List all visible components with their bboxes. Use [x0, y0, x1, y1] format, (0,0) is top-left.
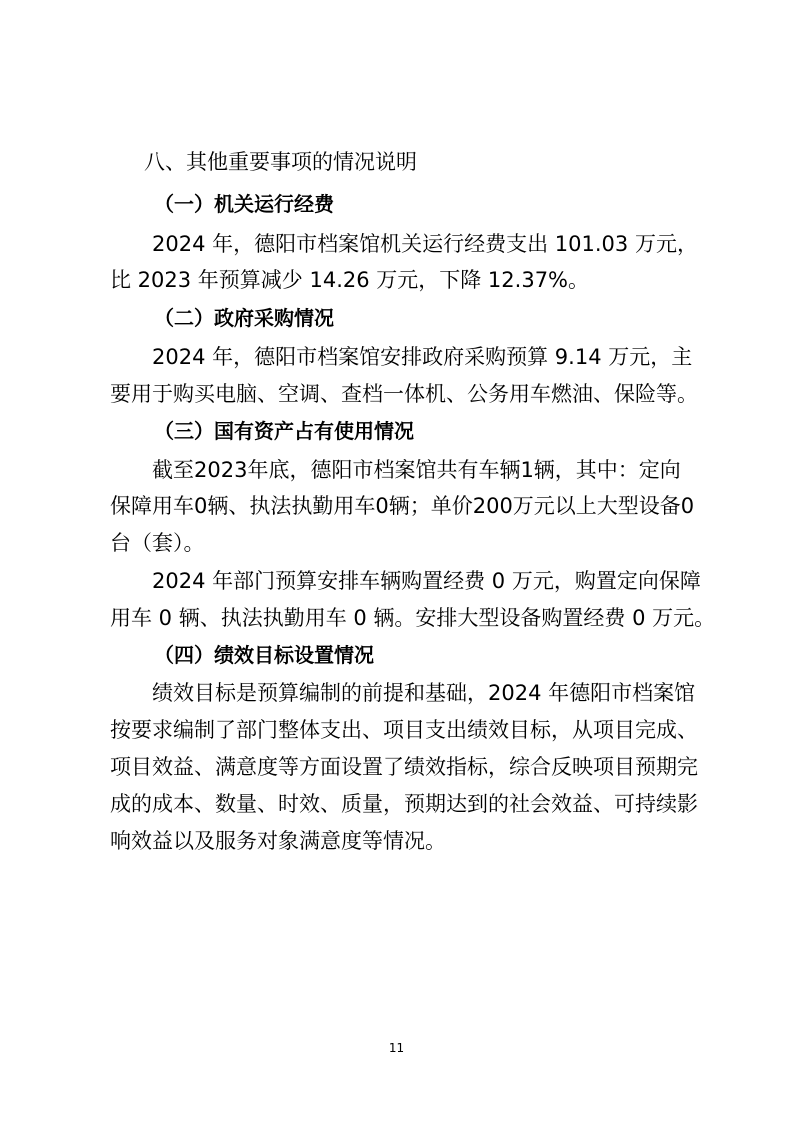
paragraph-line: 项目效益、满意度等方面设置了绩效指标，综合反映项目预期完 — [110, 755, 698, 779]
page-number: 11 — [388, 1041, 405, 1055]
paragraph-line: 绩效目标是预算编制的前提和基础，2024 年德阳市档案馆 — [152, 681, 696, 705]
section-title: 八、其他重要事项的情况说明 — [144, 150, 417, 174]
paragraph-line: 比 2023 年预算减少 14.26 万元，下降 12.37%。 — [110, 268, 590, 292]
subheading-state-assets: （三）国有资产占有使用情况 — [154, 419, 414, 443]
paragraph-line: 台（套）。 — [110, 531, 205, 555]
paragraph-line: 2024 年部门预算安排车辆购置经费 0 万元，购置定向保障 — [152, 569, 701, 593]
paragraph-line: 按要求编制了部门整体支出、项目支出绩效目标，从项目完成、 — [110, 718, 698, 742]
paragraph-line: 2024 年，德阳市档案馆机关运行经费支出 101.03 万元， — [152, 232, 698, 256]
subheading-operating-expenses: （一）机关运行经费 — [154, 192, 334, 216]
paragraph-line: 用车 0 辆、执法执勤用车 0 辆。安排大型设备购置经费 0 万元。 — [110, 606, 716, 630]
paragraph-line: 2024 年，德阳市档案馆安排政府采购预算 9.14 万元，主 — [152, 345, 693, 369]
subheading-performance-goals: （四）绩效目标设置情况 — [154, 643, 374, 667]
paragraph-line: 截至2023年底，德阳市档案馆共有车辆1辆，其中：定向 — [152, 458, 681, 482]
paragraph-line: 要用于购买电脑、空调、查档一体机、公务用车燃油、保险等。 — [110, 382, 698, 406]
paragraph-line: 保障用车0辆、执法执勤用车0辆；单价200万元以上大型设备0 — [110, 494, 695, 518]
subheading-government-procurement: （二）政府采购情况 — [154, 306, 334, 330]
paragraph-line: 成的成本、数量、时效、质量，预期达到的社会效益、可持续影 — [110, 792, 698, 816]
paragraph-line: 响效益以及服务对象满意度等情况。 — [110, 829, 446, 853]
